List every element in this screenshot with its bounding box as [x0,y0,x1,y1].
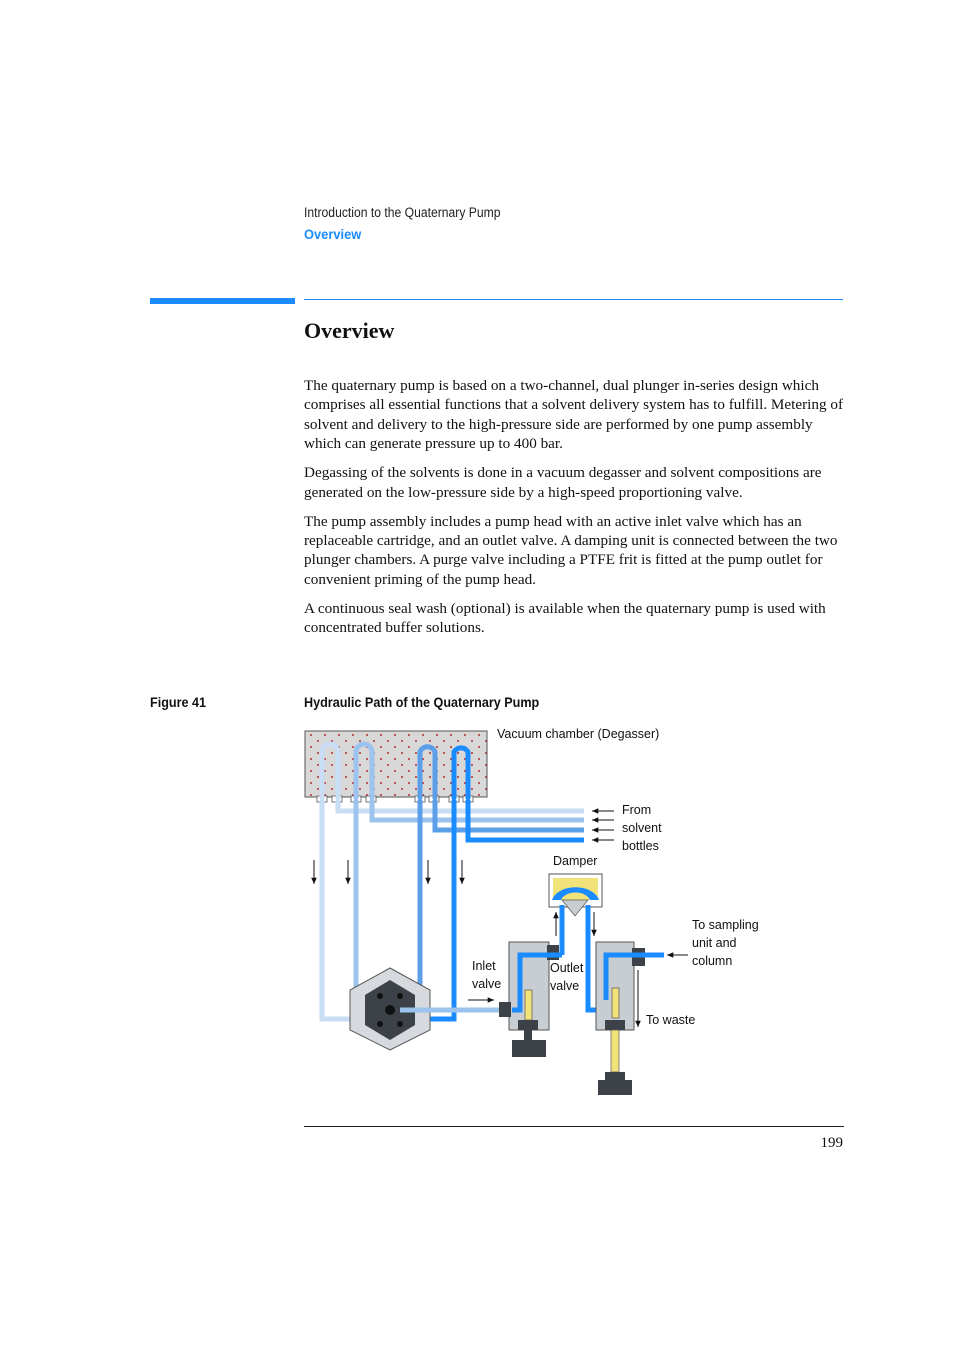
label-to-sampling-1: To sampling [692,918,759,932]
label-to-sampling-3: column [692,954,733,968]
body-text [304,376,844,647]
footer-rule [304,1126,844,1127]
figure-title: Hydraulic Path of the Quaternary Pump [304,694,540,710]
running-head-topic: Overview [304,226,362,242]
page-number: 199 [820,1135,843,1151]
label-from-bottles-3: bottles [622,839,659,853]
label-to-waste: To waste [646,1013,696,1027]
paragraph-3: The pump assembly includes a pump head with an active inlet valve which has an replaceable cartridge, and an outlet valve. A damping unit is connected between the two plunger chambers. A purge valve including a PTFE frit is fitted at the pump outlet for convenient priming of the pump head. [304,512,838,588]
label-inlet-valve-1: Inlet [472,959,496,973]
label-damper: Damper [553,854,598,868]
label-inlet-valve-2: valve [472,977,502,991]
label-vacuum-chamber: Vacuum chamber (Degasser) [497,727,660,741]
paragraph-2: Degassing of the solvents is done in a vacuum degasser and solvent compositions are generated on the low-pressure side by a high-speed proportioning valve. [304,464,822,501]
section-rule-accent [150,298,295,304]
section-rule [304,299,843,300]
paragraph-1: The quaternary pump is based on a two-channel, dual plunger in-series design which comprises all essential functions that a solvent delivery system has to fulfill. Metering of solvent and delivery to the high-pressure side are performed by one pump assembly which can generate pressure up to 400 bar. [304,377,844,453]
label-outlet-valve-1: Outlet [550,961,584,975]
label-from-bottles-1: From [622,803,652,817]
figure-label: Figure 41 [150,694,207,710]
solvent-lines [338,800,584,840]
running-head-section: Introduction to the Quaternary Pump [304,205,501,220]
running-head [304,205,844,242]
page-title: Overview [304,318,395,343]
label-from-bottles-2: solvent [622,821,662,835]
vacuum-degasser [305,731,487,802]
paragraph-4: A continuous seal wash (optional) is available when the quaternary pump is used with concentrated buffer solutions. [304,599,826,637]
pump-chamber-1 [499,942,562,1057]
label-outlet-valve-2: valve [550,979,580,993]
hydraulic-path-diagram [300,722,780,1102]
label-to-sampling-2: unit and [692,936,737,950]
